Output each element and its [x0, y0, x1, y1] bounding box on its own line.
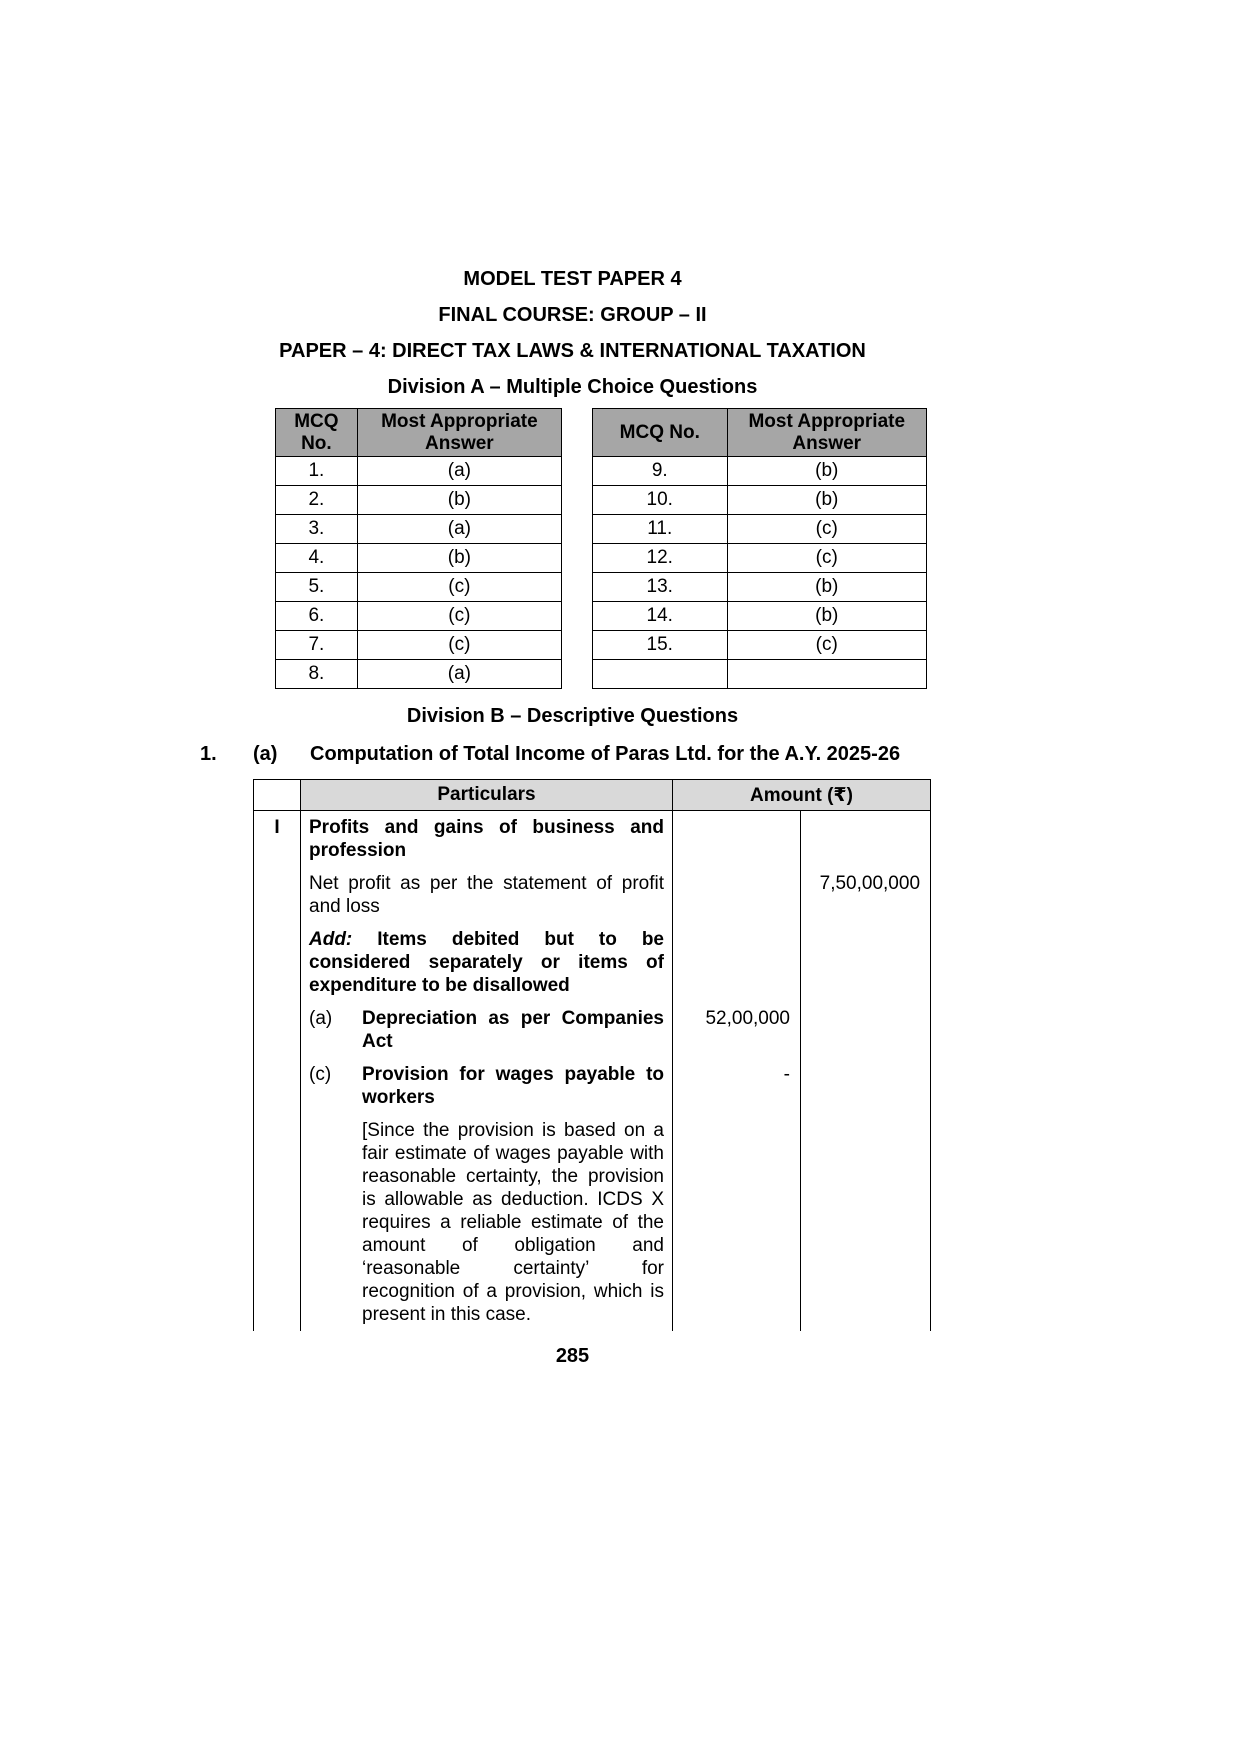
mcq-answer-cell: (c) — [727, 544, 927, 573]
mcq-row — [593, 457, 927, 486]
mcq-answer-cell: (b) — [357, 544, 561, 573]
mcq-answer-cell: (c) — [357, 631, 561, 660]
particulars-cell — [301, 867, 673, 923]
paper-subject-title: PAPER – 4: DIRECT TAX LAWS & INTERNATIONAL TAXATION — [279, 340, 866, 362]
mcq-row — [593, 486, 927, 515]
mcq-row — [276, 660, 562, 689]
serial-cell: I — [254, 811, 301, 868]
amount-col1-cell — [673, 867, 801, 923]
mcq-number-cell: 9. — [593, 457, 728, 486]
computation-row — [254, 1114, 931, 1331]
question-heading — [200, 743, 945, 766]
division-b-heading: Division B – Descriptive Questions — [406, 705, 739, 727]
amount-col1-cell: - — [673, 1058, 801, 1114]
amount-col2-cell — [801, 1114, 931, 1331]
mcq-number-cell: 2. — [276, 486, 358, 515]
mcq-number-cell: 4. — [276, 544, 358, 573]
particulars-cell — [301, 923, 673, 1002]
question-part: (a) — [253, 743, 278, 765]
mcq-answer-cell: (b) — [727, 457, 927, 486]
computation-row — [254, 867, 931, 923]
mcq-answer-cell: (b) — [727, 573, 927, 602]
division-a-heading: Division A – Multiple Choice Questions — [387, 376, 758, 398]
particulars-cell — [301, 811, 673, 868]
particulars-text: Depreciation as per Companies Act — [362, 1008, 664, 1052]
particulars-text: Net profit as per the statement of profit and loss — [309, 873, 664, 917]
paper-title: MODEL TEST PAPER 4 — [463, 268, 682, 290]
serial-cell — [254, 923, 301, 1002]
mcq-row — [593, 515, 927, 544]
serial-cell — [254, 1002, 301, 1058]
mcq-answer-cell: (a) — [357, 457, 561, 486]
amount-col1-cell — [673, 811, 801, 868]
mcq-answer-cell — [727, 660, 927, 689]
amount-col1-cell — [673, 923, 801, 1002]
amount-col2-cell: 7,50,00,000 — [801, 867, 931, 923]
mcq-answer-cell: (b) — [727, 602, 927, 631]
particulars-cell — [301, 1002, 673, 1058]
computation-row — [254, 1002, 931, 1058]
amount-col1-cell — [673, 1114, 801, 1331]
amount-header: Amount (₹) — [673, 780, 931, 811]
serial-cell — [254, 867, 301, 923]
computation-header-row — [254, 780, 931, 811]
mcq-number-cell: 3. — [276, 515, 358, 544]
amount-col1-cell: 52,00,000 — [673, 1002, 801, 1058]
particulars-text: Add: Items debited but to be considered separately or items of expenditure to be disallowed — [309, 929, 664, 996]
mcq-number-cell: 7. — [276, 631, 358, 660]
mcq-answer-cell: (c) — [357, 573, 561, 602]
mcq-answer-table-right — [592, 408, 927, 689]
mcq-row — [276, 515, 562, 544]
mcq-number-cell: 5. — [276, 573, 358, 602]
mcq-row — [276, 457, 562, 486]
computation-row — [254, 923, 931, 1002]
mcq-answer-cell: (c) — [357, 602, 561, 631]
amount-col2-cell — [801, 923, 931, 1002]
mcq-answer-header: Most Appropriate Answer — [357, 409, 561, 457]
particulars-text: [Since the provision is based on a fair estimate of wages payable with reasonable certainty, the provision is allowable as deduction. ICDS X requires a reliable estimate of the amount of obligation and ‘reasonable certainty’ for recognition of a provision, which is present in this case. — [362, 1120, 664, 1325]
mcq-number-cell: 6. — [276, 602, 358, 631]
amount-col2-cell — [801, 1058, 931, 1114]
question-number: 1. — [200, 743, 217, 765]
mcq-answer-header: Most Appropriate Answer — [727, 409, 927, 457]
serial-cell — [254, 1058, 301, 1114]
mcq-row — [276, 631, 562, 660]
mcq-row — [593, 660, 927, 689]
mcq-answer-cell: (a) — [357, 660, 561, 689]
mcq-row — [276, 602, 562, 631]
mcq-number-cell: 15. — [593, 631, 728, 660]
particulars-text: Profits and gains of business and profession — [309, 817, 664, 861]
particulars-text: Provision for wages payable to workers — [362, 1064, 664, 1108]
mcq-header-row — [593, 409, 927, 457]
mcq-header-row — [276, 409, 562, 457]
particulars-cell — [301, 1114, 673, 1331]
mcq-answer-table-left — [275, 408, 562, 689]
mcq-answer-cell: (c) — [727, 515, 927, 544]
mcq-number-cell: 13. — [593, 573, 728, 602]
mcq-number-cell: 14. — [593, 602, 728, 631]
mcq-number-cell: 8. — [276, 660, 358, 689]
mcq-number-cell: 10. — [593, 486, 728, 515]
mcq-no-header: MCQ No. — [593, 409, 728, 457]
amount-col2-cell — [801, 1002, 931, 1058]
mcq-row — [593, 631, 927, 660]
page-content — [200, 0, 945, 1331]
mcq-number-cell: 12. — [593, 544, 728, 573]
mcq-answer-cell: (b) — [357, 486, 561, 515]
amount-col2-cell — [801, 811, 931, 868]
question-title: Computation of Total Income of Paras Ltd. for the A.Y. 2025-26 — [310, 743, 901, 765]
particulars-cell — [301, 1058, 673, 1114]
mcq-number-cell: 1. — [276, 457, 358, 486]
item-label: (c) — [309, 1064, 332, 1085]
serial-header — [254, 780, 301, 811]
mcq-row — [593, 544, 927, 573]
page-number: 285 — [555, 1345, 590, 1367]
computation-row — [254, 1058, 931, 1114]
computation-table — [253, 779, 931, 1331]
serial-cell — [254, 1114, 301, 1331]
mcq-no-header: MCQ No. — [276, 409, 358, 457]
mcq-number-cell — [593, 660, 728, 689]
course-title: FINAL COURSE: GROUP – II — [438, 304, 707, 326]
mcq-row — [593, 573, 927, 602]
mcq-number-cell: 11. — [593, 515, 728, 544]
mcq-row — [276, 573, 562, 602]
particulars-header: Particulars — [301, 780, 673, 811]
mcq-answer-cell: (b) — [727, 486, 927, 515]
mcq-tables-row — [275, 408, 945, 689]
mcq-row — [276, 544, 562, 573]
item-label: (a) — [309, 1008, 333, 1029]
mcq-row — [593, 602, 927, 631]
mcq-answer-cell: (c) — [727, 631, 927, 660]
mcq-row — [276, 486, 562, 515]
computation-row — [254, 811, 931, 868]
mcq-answer-cell: (a) — [357, 515, 561, 544]
